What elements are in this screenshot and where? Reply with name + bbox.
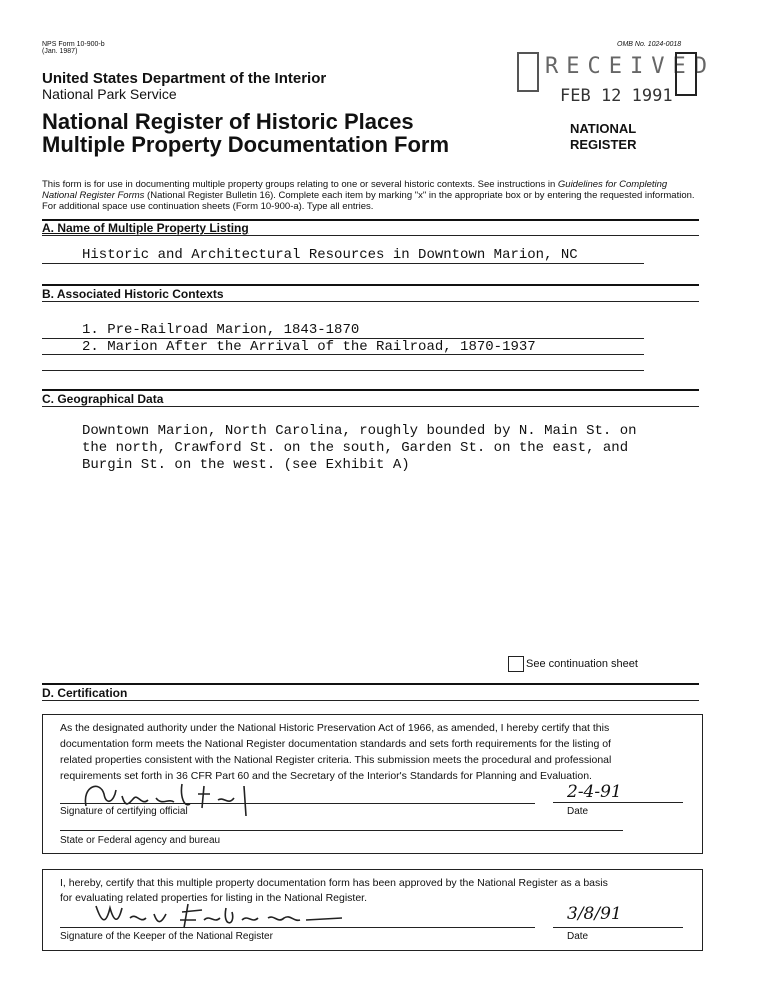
section-d-heading: D. Certification xyxy=(42,686,128,700)
continuation-sheet-label: See continuation sheet xyxy=(526,658,638,670)
keeper-line-2: for evaluating related properties for listing in the National Register. xyxy=(60,892,368,904)
section-b-heading-rule xyxy=(42,301,699,302)
official-date-line xyxy=(553,802,683,803)
keeper-date-value: 3/8/91 xyxy=(567,904,622,924)
form-title-line2: Multiple Property Documentation Form xyxy=(42,132,450,157)
instructions-prefix: This form is for use in documenting multiple property groups relating to one or several historic contexts. See instructions in xyxy=(42,179,558,190)
agency-line xyxy=(60,830,623,831)
national-register-label-line2: REGISTER xyxy=(570,137,637,152)
instructions-suffix: (National Register Bulletin 16). Complete each item by marking "x" in the appropriate box or by entering the requested information. For additional space use continuation sheets (Form 10-900-a). Type all entries. xyxy=(42,190,695,212)
official-date-label: Date xyxy=(567,806,589,817)
section-b-top-rule xyxy=(42,284,699,286)
geo-line-2: the north, Crawford St. on the south, Garden St. on the east, and xyxy=(82,440,629,456)
cert-line-1: As the designated authority under the National Historic Preservation Act of 1966, as amended, I hereby certify that this xyxy=(60,722,610,734)
form-number: NPS Form 10-900-b xyxy=(42,41,105,48)
section-c-heading-rule xyxy=(42,406,699,407)
historic-context-2: 2. Marion After the Arrival of the Railroad, 1870-1937 xyxy=(82,339,536,355)
keeper-date-label: Date xyxy=(567,931,589,942)
received-stamp xyxy=(515,48,715,108)
stamp-date: FEB 12 1991 xyxy=(560,86,673,106)
section-d-top-rule xyxy=(42,683,699,685)
official-signature-line xyxy=(60,803,535,804)
instructions-paragraph xyxy=(42,179,697,212)
keeper-line-1: I, hereby, certify that this multiple property documentation form has been approved by the National Register as a basis xyxy=(60,877,608,889)
cert-line-2: documentation form meets the National Register documentation standards and sets forth requirements for the listing of xyxy=(60,738,611,750)
section-a-entry-line xyxy=(42,263,644,264)
section-d-heading-rule xyxy=(42,700,699,701)
certification-statement xyxy=(60,720,690,784)
omb-number: OMB No. 1024-0018 xyxy=(617,41,682,48)
stamp-right-bracket xyxy=(675,52,697,96)
keeper-signature-label: Signature of the Keeper of the National Register xyxy=(60,931,273,942)
geo-line-3: Burgin St. on the west. (see Exhibit A) xyxy=(82,457,410,473)
official-date-value: 2-4-91 xyxy=(567,782,622,802)
guideline-title: Guidelines for Completing National Register Forms xyxy=(42,179,668,201)
form-date: (Jan. 1987) xyxy=(42,48,78,55)
national-register-label-line1: NATIONAL xyxy=(570,121,637,136)
multiple-property-name: Historic and Architectural Resources in Downtown Marion, NC xyxy=(82,247,578,263)
keeper-date-line xyxy=(553,927,683,928)
form-title-line1: National Register of Historic Places xyxy=(42,109,414,134)
section-b-heading: B. Associated Historic Contexts xyxy=(42,287,224,301)
geographical-data-text xyxy=(82,423,637,474)
historic-context-1: 1. Pre-Railroad Marion, 1843-1870 xyxy=(82,322,360,338)
stamp-received-text: RECEIVED xyxy=(545,54,715,79)
section-c-heading: C. Geographical Data xyxy=(42,392,164,406)
section-a-heading: A. Name of Multiple Property Listing xyxy=(42,221,249,235)
keeper-signature-line xyxy=(60,927,535,928)
cert-line-3: related properties consistent with the National Register criteria. This submission meets the procedural and professional xyxy=(60,754,612,766)
cert-line-4: requirements set forth in 36 CFR Part 60 and the Secretary of the Interior's Standards for Planning and Evaluation. xyxy=(60,770,592,782)
service-name: National Park Service xyxy=(42,86,177,102)
stamp-left-bracket xyxy=(517,52,539,92)
section-a-heading-rule xyxy=(42,235,699,236)
section-c-top-rule xyxy=(42,389,699,391)
section-b-line-2 xyxy=(42,354,644,355)
agency-label: State or Federal agency and bureau xyxy=(60,835,221,846)
department-name: United States Department of the Interior xyxy=(42,70,327,87)
continuation-sheet-checkbox[interactable] xyxy=(508,656,524,672)
official-signature-label: Signature of certifying official xyxy=(60,806,188,817)
geo-line-1: Downtown Marion, North Carolina, roughly bounded by N. Main St. on xyxy=(82,423,637,439)
section-b-line-3 xyxy=(42,370,644,371)
